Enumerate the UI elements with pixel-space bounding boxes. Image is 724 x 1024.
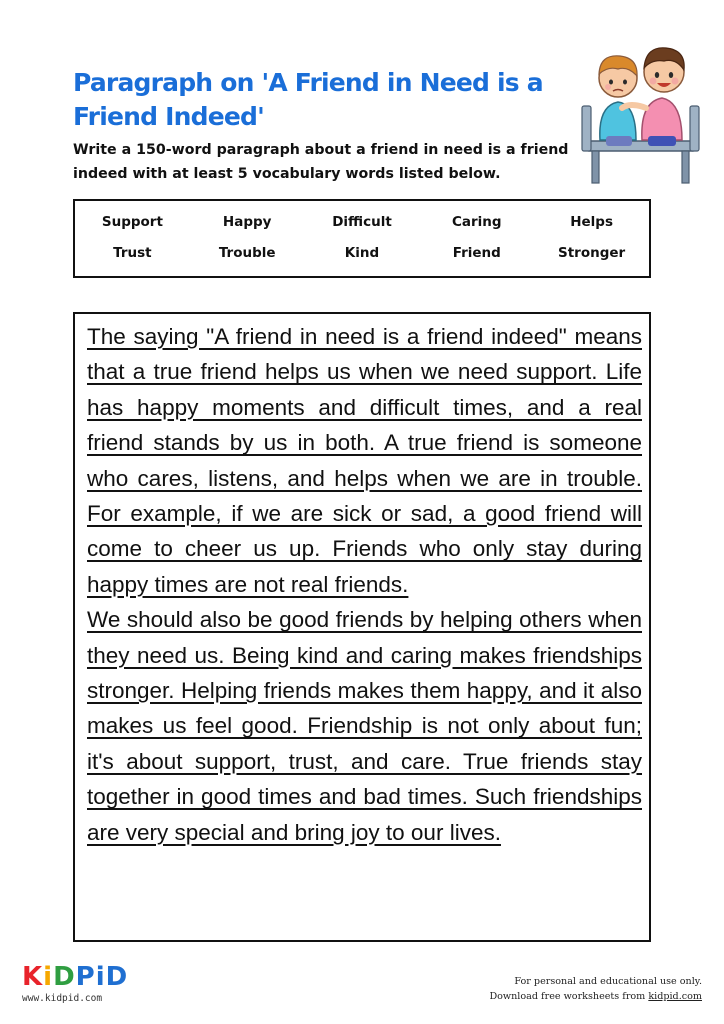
vocab-word: Kind	[344, 245, 380, 261]
kidpid-logo[interactable]	[22, 962, 128, 1004]
logo-letters-pid: PiD	[75, 962, 129, 992]
vocabulary-grid	[75, 211, 649, 264]
vocab-word: Happy	[222, 214, 272, 230]
vocab-word: Trouble	[218, 245, 276, 261]
vocab-word: Caring	[452, 214, 502, 230]
paragraph-2: We should also be good friends by helping others when they need us. Being kind and caring makes friendships stronger. Helping friends makes them happy, and it also makes us feel good. Friendship is not only about fun; it's about support, trust, and care. True friends stay together in good times and bad times. Such friendships are very special and bring joy to our lives.	[87, 607, 642, 845]
worksheet-instructions: Write a 150-word paragraph about a friend in need is a friend indeed with at least 5 vocabulary words listed below.	[73, 142, 569, 182]
logo-letter-d: D	[53, 962, 76, 992]
footer-note	[489, 974, 702, 1004]
vocab-word: Friend	[452, 245, 501, 261]
logo-letter-k: K	[22, 962, 44, 992]
worksheet-title: Paragraph on 'A Friend in Need is a Friend Indeed'	[73, 68, 543, 131]
vocab-word: Support	[101, 214, 163, 230]
paragraph-answer-box	[73, 312, 651, 942]
vocab-word: Stronger	[557, 245, 626, 261]
footer-download-note	[489, 989, 702, 1004]
logo-wordmark	[22, 962, 128, 992]
vocab-word: Helps	[570, 214, 613, 230]
paragraph-1: The saying "A friend in need is a friend indeed" means that a true friend helps us when we need support. Life has happy moments and difficult times, and a real friend stands by us in both. A true friend is someone who cares, listens, and helps when we are in trouble. For example, if we are sick or sad, a good friend will come to cheer us up. Friends who only stay during happy times are not real friends.	[87, 324, 642, 597]
logo-letter-i: i	[43, 962, 54, 992]
footer-kidpid-link[interactable]: kidpid.com	[648, 991, 702, 1002]
vocabulary-box	[73, 199, 651, 278]
footer-download-text: Download free worksheets from	[489, 991, 649, 1002]
footer-usage-note: For personal and educational use only.	[514, 976, 702, 987]
vocab-word: Difficult	[332, 214, 392, 230]
logo-url: www.kidpid.com	[22, 993, 103, 1004]
paragraph-text	[87, 319, 642, 850]
vocab-word: Trust	[113, 245, 152, 261]
friends-on-bench-illustration	[578, 36, 703, 186]
